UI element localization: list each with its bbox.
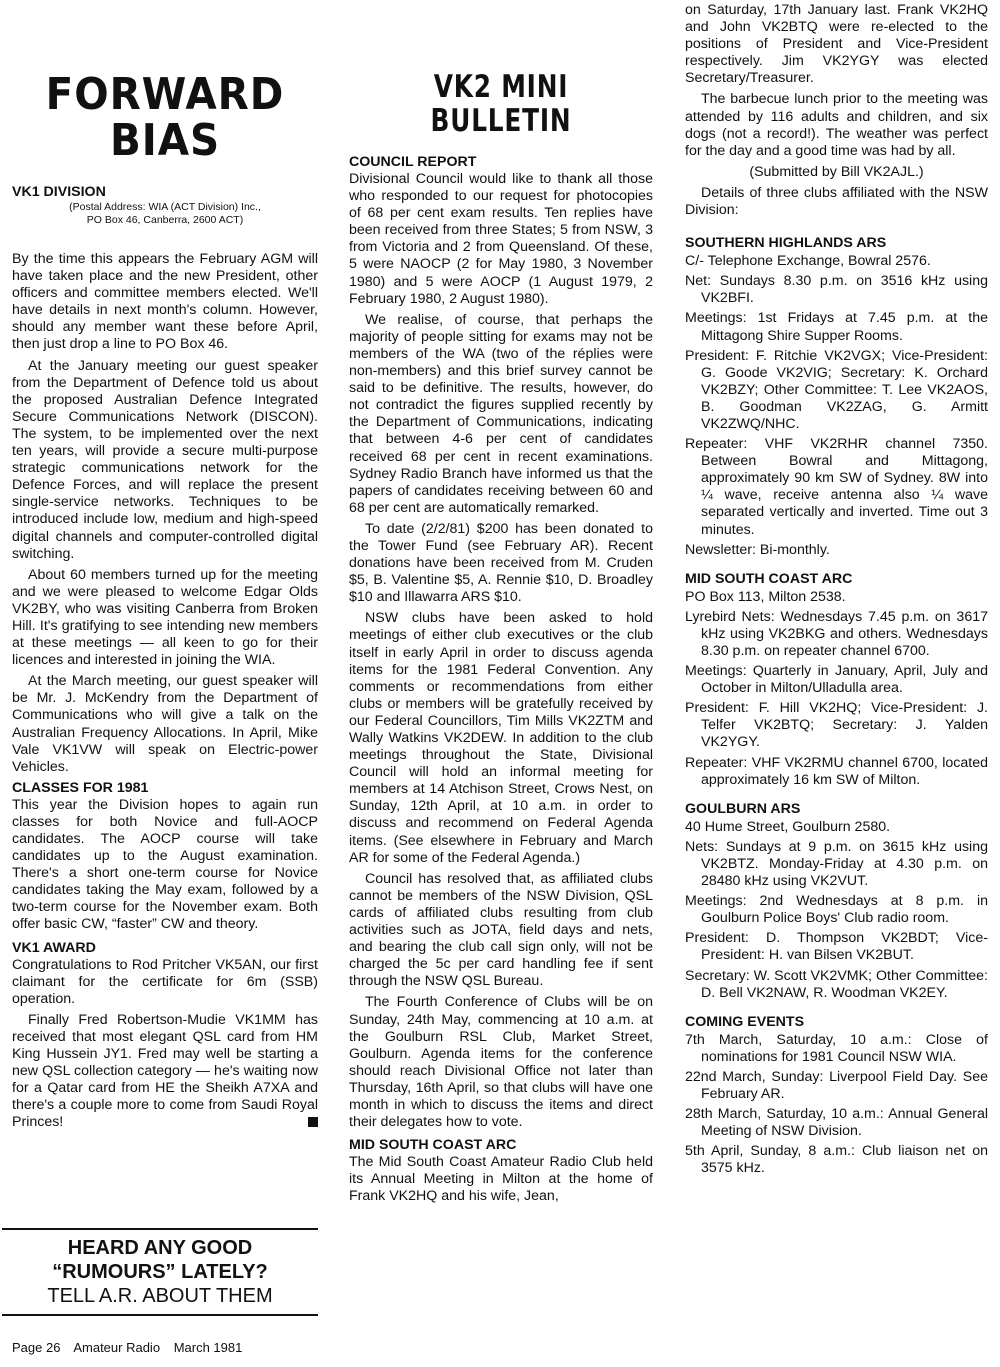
paragraph: NSW clubs have been asked to hold meetings of either club executives or the club itself in early April in order to discuss agenda items for the 1981 Federal Convention. Any comments or recommendations from either clubs or members will be gratefully received by our Federal Councillors, Tim Mills VK2ZTM and Wally Watkins VK2DEW. In addition to the club meetings throughout the State, Divisional Council will hold an informal meeting for members at 14 Atchison Street, Crows Nest, on Sunday, 12th April, at 10 a.m. in order to discuss and recommend on Federal Agenda items. (See elsewhere in February and March AR for some of the Federal Agenda.) <box>349 610 653 866</box>
southern-highlands-heading: SOUTHERN HIGHLANDS ARS <box>685 235 887 252</box>
coming-events-heading: COMING EVENTS <box>685 1013 805 1030</box>
list-item: President: F. Ritchie VK2VGX; Vice-President: G. Goode VK2VIG; Secretary: K. Orchard VK2BZY; Other Committee: T. Lee VK2AOS, B. Goodman VK2ZAG, G. Armitt VK2ZWQ/NHC. <box>685 347 988 432</box>
list-item: Meetings: 1st Fridays at 7.45 p.m. at the Mittagong Shire Supper Rooms. <box>685 310 988 344</box>
paragraph: on Saturday, 17th January last. Frank VK2HQ and John VK2BTQ were re-elected to the positions of President and Vice-President respectively. Jim VK2YGY was elected Secretary/Treasurer. <box>685 2 988 87</box>
end-mark-icon <box>308 1117 318 1127</box>
rumour-line-1: HEARD ANY GOOD <box>67 1237 253 1259</box>
event-item: 22nd March, Sunday: Liverpool Field Day. See February AR. <box>685 1068 988 1102</box>
paragraph <box>12 1012 318 1132</box>
list-item: Repeater: VHF VK2RMU channel 6700, located approximately 16 km SW of Milton. <box>685 754 988 788</box>
page-number: Page 26 <box>12 1340 61 1355</box>
forward-bias-title <box>24 69 306 166</box>
council-report-heading: COUNCIL REPORT <box>349 154 477 170</box>
goulburn-heading: GOULBURN ARS <box>685 800 801 817</box>
list-item: Meetings: 2nd Wednesdays at 8 p.m. in Goulburn Police Boys' Club radio room. <box>685 893 988 927</box>
rumour-line-3: TELL A.R. ABOUT THEM <box>47 1285 273 1307</box>
column-vk2-bulletin <box>349 0 653 1205</box>
paragraph: The Fourth Conference of Clubs will be on Sunday, 24th May, commencing at 10 a.m. at the Goulburn RSL Club, Market Street, Goulburn. Agenda items for the conference should reach Divisional Office not later than Thursday, 16th April, so that clubs will have one month in which to discuss the items and direct their delegates how to vote. <box>349 994 653 1131</box>
paragraph: The Mid South Coast Amateur Radio Club held its Annual Meeting in Milton at the home of Frank VK2HQ and his wife, Jean, <box>349 1154 653 1205</box>
paragraph: About 60 members turned up for the meeting and we were pleased to welcome Edgar Olds VK2BY, who was visiting Canberra from Broken Hill. It's gratifying to see intending new members at these meetings — all keen to go for their licences and interested in joining the WIA. <box>12 566 318 669</box>
list-item: Net: Sundays 8.30 p.m. on 3516 kHz using VK2BFI. <box>685 273 988 307</box>
postal-address-line-1: (Postal Address: WIA (ACT Division) Inc., <box>69 201 261 213</box>
page-footer <box>12 1340 252 1356</box>
paragraph: The barbecue lunch prior to the meeting was attended by 116 adults and children, and six dogs (not a record!). The weather was perfect for the day and a good time was had by all. <box>685 91 988 159</box>
paragraph: Details of three clubs affiliated with the NSW Division: <box>685 184 988 219</box>
list-item: C/- Telephone Exchange, Bowral 2576. <box>685 253 931 270</box>
event-item: 5th April, Sunday, 8 a.m.: Club liaison net on 3575 kHz. <box>685 1143 988 1177</box>
list-item: Lyrebird Nets: Wednesdays 7.45 p.m. on 3617 kHz using VK2BKG and others. Wednesdays 8.30 p.m. on repeater channel 6700. <box>685 608 988 659</box>
postal-address-line-2: PO Box 46, Canberra, 2600 ACT) <box>86 214 244 226</box>
list-item: President: F. Hill VK2HQ; Vice-President: J. Telfer VK2BTQ; Secretary: J. Yalden VK2YGY. <box>685 700 988 751</box>
list-item: Meetings: Quarterly in January, April, July and October in Milton/Ulladulla area. <box>685 663 988 697</box>
issue-date: March 1981 <box>173 1340 243 1355</box>
list-item: 40 Hume Street, Goulburn 2580. <box>685 818 891 835</box>
list-item: Secretary: W. Scott VK2VMK; Other Committee: D. Bell VK2NAW, R. Woodman VK2EY. <box>685 967 988 1001</box>
vk2-bulletin-title: VK2 MINI BULLETIN <box>430 69 572 139</box>
list-item: PO Box 113, Milton 2538. <box>685 588 846 605</box>
column-clubs <box>685 0 988 1177</box>
magazine-name: Amateur Radio <box>73 1340 161 1355</box>
paragraph: By the time this appears the February AGM will have taken place and the new President, other officers and committee members elected. We'll have details in next month's column. However, should any member want these before April, then just drop a line to PO Box 46. <box>12 251 318 353</box>
title-line-2: BIAS <box>109 115 221 166</box>
column-forward-bias <box>12 0 318 1132</box>
rumours-box <box>2 1228 318 1316</box>
mid-south-coast-arc-heading: MID SOUTH COAST ARC <box>685 570 853 587</box>
list-item: Repeater: VHF VK2RHR channel 7350. Between Bowral and Mittagong, approximately 90 km SW of Sydney. 8W into ¼ wave, receive antenna also ¼ wave separated vertically and inverted. Time out 3 minutes. <box>685 436 988 538</box>
paragraph: At the January meeting our guest speaker from the Department of Defence told us about the proposed Australian Defence Integrated Secure Communications Network (DISCON). The system, to be implemented over the next ten years, will provide a secure multi-purpose strategic communications network for the Defence Forces, and will replace the present single-service networks. Techniques to be introduced include low, medium and high-speed digital channels and computer-controlled digital switching. <box>12 357 318 562</box>
paragraph: At the March meeting, our guest speaker will be Mr. J. McKendry from the Department of Communications who will give a talk on the Australian Frequency Allocations. In April, Mike Vale VK1VW will speak on Electric-power Vehicles. <box>12 673 318 775</box>
list-item: President: D. Thompson VK2BDT; Vice-President: H. van Bilsen VK2BUT. <box>685 930 988 964</box>
event-item: 7th March, Saturday, 10 a.m.: Close of nominations for 1981 Council NSW WIA. <box>685 1031 988 1065</box>
classes-heading: CLASSES FOR 1981 <box>12 779 149 796</box>
list-item: Nets: Sundays at 9 p.m. on 3615 kHz using VK2BTZ. Monday-Friday at 4.30 p.m. on 28480 kHz using VK2VUT. <box>685 838 988 890</box>
title-line-1: FORWARD <box>45 69 285 120</box>
paragraph: We realise, of course, that perhaps the majority of people sitting for exams may not be members of the WA (two of the réplies were non-members) and this brief survey cannot be said to be definitive. The results, however, do not contradict the figures supplied recently by the Department of Communications, indicating that between 4-6 per cent of candidates received 68 per cent in recent examinations. Sydney Radio Branch have informed us that the papers of candidates receiving between 60 and 68 per cent are automatically remarked. <box>349 311 653 516</box>
paragraph: This year the Division hopes to again run classes for both Novice and full-AOCP candidates. The AOCP course will take candidates up to the August examination. There's a short one-term course for Novice candidates taking the May exam, followed by a two-term course for the November exam. Both offer basic CW, “faster” CW and theory. <box>12 796 318 933</box>
paragraph-text: Finally Fred Robertson-Mudie VK1MM has received that most elegant QSL card from HM King Hussein JY1. Fred may well be starting a new QSL collection category — he's waiting now for a Qatar card from HE the Sheikh A7XA and there's a couple more to come from Saudi Royal Princes! <box>12 1011 318 1131</box>
paragraph: Congratulations to Rod Pritcher VK5AN, our first claimant for the certificate for 6m (SSB) operation. <box>12 956 318 1007</box>
paragraph: Divisional Council would like to thank all those who responded to our request for photocopies of 68 per cent exam results. Ten replies have been received from three States; 5 from NSW, 3 from Victoria and 2 from Queensland. Of these, 5 were NAOCP (2 for May 1980, 3 November 1980) and 5 were AOCP (1 August 1979, 2 February 1980, 2 August 1980). <box>349 171 653 307</box>
list-item: Newsletter: Bi-monthly. <box>685 541 830 558</box>
vk1-award-heading: VK1 AWARD <box>12 939 96 956</box>
vk1-division-heading: VK1 DIVISION <box>12 184 106 200</box>
rumour-line-2: “RUMOURS” LATELY? <box>52 1261 268 1283</box>
event-item: 28th March, Saturday, 10 a.m.: Annual General Meeting of NSW Division. <box>685 1106 988 1140</box>
paragraph: Council has resolved that, as affiliated clubs cannot be members of the NSW Division, QSL cards of affiliated clubs resulting from club activities such as JOTA, field days and nets, and bearing the club call sign only, will not be charged the 5c per card handling fee if sent through the NSW QSL Bureau. <box>349 870 653 990</box>
submitted-by: (Submitted by Bill VK2AJL.) <box>749 163 924 180</box>
paragraph: To date (2/2/81) $200 has been donated to the Tower Fund (see February AR). Recent donations have been received from M. Cruden $5, B. Valentine $5, A. Rennie $10, D. Broadley $10 and Illawarra ARS $10. <box>349 520 653 606</box>
mid-south-coast-heading: MID SOUTH COAST ARC <box>349 1137 517 1154</box>
